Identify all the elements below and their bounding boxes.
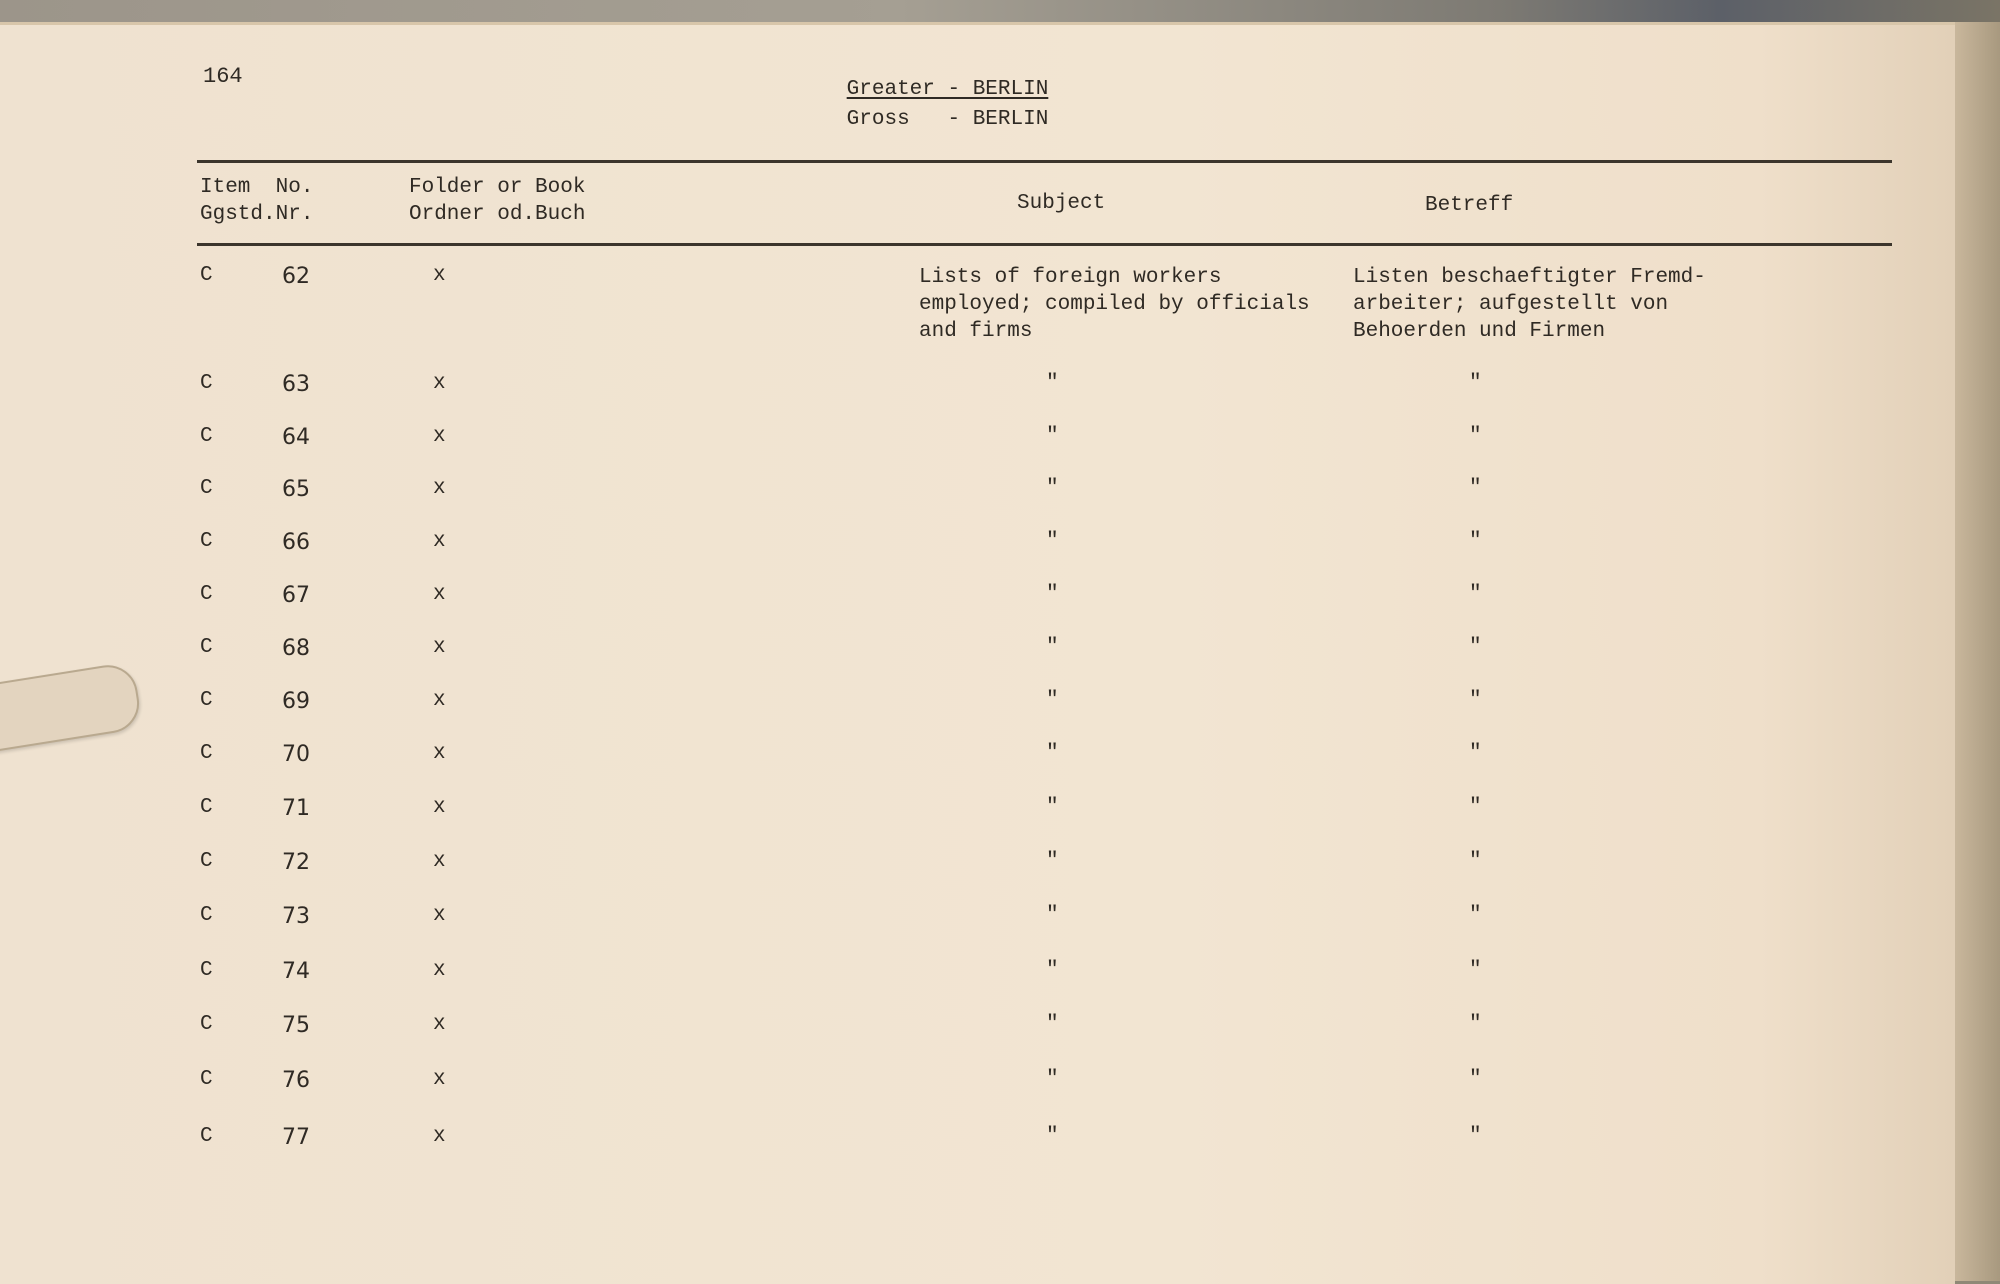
- item-number: 68: [282, 636, 310, 661]
- table-row: [0, 477, 1955, 517]
- table-row: [0, 530, 1955, 570]
- item-number: 67: [282, 583, 310, 608]
- subject-cell: ": [1046, 372, 1059, 395]
- table-row: [0, 372, 1955, 412]
- column-header-folder: [409, 174, 585, 228]
- betreff-cell: ": [1469, 636, 1482, 659]
- betreff-cell: ": [1469, 477, 1482, 500]
- subject-cell: ": [1046, 742, 1059, 765]
- subject-cell: ": [1046, 477, 1059, 500]
- item-header-german: Ggstd.Nr.: [200, 203, 314, 226]
- table-row: [0, 636, 1955, 676]
- item-letter: C: [200, 742, 213, 765]
- subject-cell: ": [1046, 904, 1059, 927]
- folder-mark: x: [433, 636, 446, 659]
- item-number: 76: [282, 1068, 310, 1093]
- folder-mark: x: [433, 1068, 446, 1091]
- folder-mark: x: [433, 372, 446, 395]
- page-number: 164: [203, 64, 243, 89]
- folder-header-english: Folder or Book: [409, 176, 586, 199]
- folder-mark: x: [433, 583, 446, 606]
- item-number: 73: [282, 904, 310, 929]
- betreff-cell: ": [1469, 904, 1482, 927]
- header-rule-bottom: [197, 243, 1892, 246]
- page-right-edge: [1955, 22, 2000, 1281]
- subject-cell: ": [1046, 1013, 1059, 1036]
- betreff-cell: ": [1469, 583, 1482, 606]
- item-letter: C: [200, 264, 213, 287]
- subject-cell: Lists of foreign workers employed; compiled by officials and firms: [919, 266, 1310, 343]
- item-letter: C: [200, 904, 213, 927]
- table-row: [0, 1125, 1955, 1165]
- betreff-cell: ": [1469, 425, 1482, 448]
- betreff-cell: ": [1469, 1013, 1482, 1036]
- table-row: [0, 796, 1955, 836]
- item-letter: C: [200, 583, 213, 606]
- table-row: [0, 264, 1955, 343]
- subject-cell: ": [1046, 850, 1059, 873]
- item-number: 62: [282, 264, 310, 289]
- folder-mark: x: [433, 1125, 446, 1148]
- betreff-cell: ": [1469, 372, 1482, 395]
- folder-mark: x: [433, 264, 446, 287]
- item-number: 64: [282, 425, 310, 450]
- item-letter: C: [200, 1125, 213, 1148]
- folder-mark: x: [433, 959, 446, 982]
- folder-mark: x: [433, 425, 446, 448]
- folder-mark: x: [433, 742, 446, 765]
- folder-header-german: Ordner od.Buch: [409, 203, 586, 226]
- table-row: [0, 959, 1955, 999]
- betreff-cell: ": [1469, 959, 1482, 982]
- betreff-cell: ": [1469, 1068, 1482, 1091]
- folder-mark: x: [433, 477, 446, 500]
- betreff-cell: ": [1469, 1125, 1482, 1148]
- title-english: [0, 78, 1895, 101]
- folder-mark: x: [433, 904, 446, 927]
- item-letter: C: [200, 636, 213, 659]
- item-number: 77: [282, 1125, 310, 1150]
- title-english-text: Greater - BERLIN: [846, 78, 1049, 101]
- item-letter: C: [200, 1068, 213, 1091]
- header-rule-top: [197, 160, 1892, 163]
- item-header-english: Item No.: [200, 176, 314, 199]
- subject-cell: ": [1046, 959, 1059, 982]
- item-number: 65: [282, 477, 310, 502]
- subject-cell: ": [1046, 796, 1059, 819]
- table-row: [0, 904, 1955, 944]
- item-number: 70: [282, 742, 310, 767]
- item-letter: C: [200, 425, 213, 448]
- subject-cell: ": [1046, 636, 1059, 659]
- item-letter: C: [200, 1013, 213, 1036]
- table-row: [0, 1013, 1955, 1053]
- subject-cell: ": [1046, 425, 1059, 448]
- item-letter: C: [200, 850, 213, 873]
- table-row: [0, 689, 1955, 729]
- betreff-cell: ": [1469, 850, 1482, 873]
- table-row: [0, 583, 1955, 623]
- folder-mark: x: [433, 1013, 446, 1036]
- betreff-cell: ": [1469, 689, 1482, 712]
- item-number: 72: [282, 850, 310, 875]
- subject-cell: ": [1046, 689, 1059, 712]
- subject-cell: ": [1046, 583, 1059, 606]
- folder-mark: x: [433, 850, 446, 873]
- column-header-subject: Subject: [1017, 192, 1106, 215]
- column-header-betreff: Betreff: [1425, 194, 1514, 217]
- folder-mark: x: [433, 530, 446, 553]
- item-letter: C: [200, 530, 213, 553]
- subject-cell: ": [1046, 1068, 1059, 1091]
- subject-cell: ": [1046, 530, 1059, 553]
- table-row: [0, 425, 1955, 465]
- item-letter: C: [200, 689, 213, 712]
- betreff-cell: ": [1469, 796, 1482, 819]
- betreff-cell: ": [1469, 742, 1482, 765]
- item-number: 63: [282, 372, 310, 397]
- column-header-item: [200, 174, 313, 228]
- item-letter: C: [200, 796, 213, 819]
- item-number: 74: [282, 959, 310, 984]
- betreff-cell: ": [1469, 530, 1482, 553]
- item-letter: C: [200, 959, 213, 982]
- item-number: 66: [282, 530, 310, 555]
- title-german: Gross - BERLIN: [846, 108, 1049, 131]
- table-row: [0, 742, 1955, 782]
- item-number: 75: [282, 1013, 310, 1038]
- item-number: 71: [282, 796, 310, 821]
- item-number: 69: [282, 689, 310, 714]
- item-letter: C: [200, 372, 213, 395]
- subject-cell: ": [1046, 1125, 1059, 1148]
- table-row: [0, 1068, 1955, 1108]
- folder-mark: x: [433, 796, 446, 819]
- item-letter: C: [200, 477, 213, 500]
- betreff-cell: Listen beschaeftigter Fremd-arbeiter; aufgestellt von Behoerden und Firmen: [1353, 266, 1706, 343]
- table-row: [0, 850, 1955, 890]
- folder-mark: x: [433, 689, 446, 712]
